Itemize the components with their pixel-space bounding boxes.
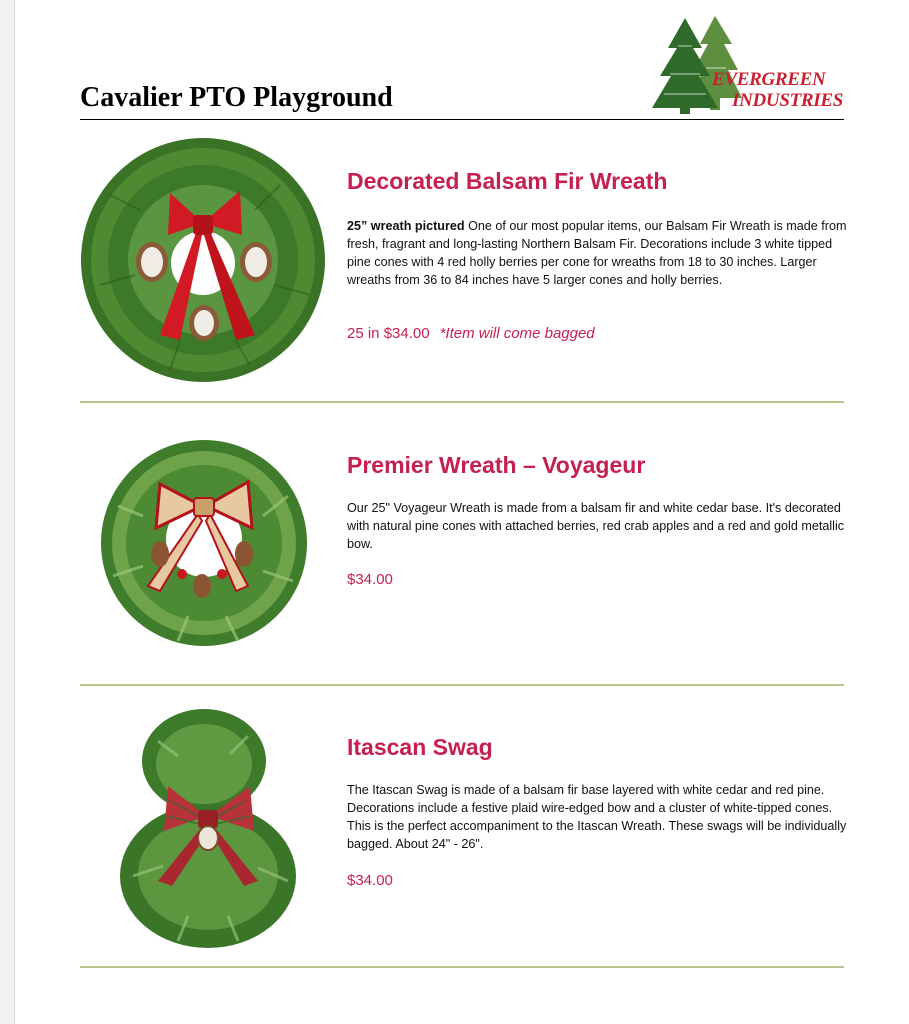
page-title: Cavalier PTO Playground bbox=[80, 82, 393, 113]
section-divider bbox=[80, 401, 844, 403]
product-note: *Item will come bagged bbox=[439, 325, 595, 342]
section-divider bbox=[80, 966, 844, 968]
product-description: Our 25" Voyageur Wreath is made from a balsam fir and white cedar base. It's decorated with natural pine cones with attached berries, red crab apples and a red and gold metallic bow. bbox=[347, 501, 845, 551]
balsam-wreath-red-bow bbox=[80, 135, 330, 385]
description-bold: 25” wreath pictured bbox=[347, 219, 465, 233]
price-line bbox=[347, 571, 393, 588]
price-line bbox=[347, 872, 393, 889]
page-left-margin bbox=[0, 0, 15, 1024]
product-name: Decorated Balsam Fir Wreath bbox=[347, 168, 668, 194]
price-line bbox=[347, 325, 595, 342]
product-decorated-balsam-fir-wreath bbox=[80, 130, 847, 405]
title-rule bbox=[80, 119, 844, 120]
product-price: $34.00 bbox=[347, 872, 393, 889]
product-name: Premier Wreath – Voyageur bbox=[347, 452, 646, 478]
product-itascan-swag bbox=[80, 700, 847, 970]
product-description: The Itascan Swag is made of a balsam fir base layered with white cedar and red pine. Decorations include a festive plaid wire-edged bow and a cluster of white-tipped cones. This is the perfect accompaniment to the Itascan Wreath. These swags will be individually bagged. About 24" - 26". bbox=[347, 783, 847, 851]
product-description bbox=[347, 217, 847, 289]
voyageur-wreath-gold-bow bbox=[98, 436, 310, 650]
product-name: Itascan Swag bbox=[347, 734, 493, 760]
description-text: One of our most popular items, our Balsam Fir Wreath is made from fresh, fragrant and long-lasting Northern Balsam Fir. Decorations include 3 white tipped pine cones with 4 red holly berries per cone for wreaths from 18 to 30 inches. Larger wreaths from 36 to 84 inches have 5 larger cones and holly berries. bbox=[347, 219, 847, 287]
product-premier-wreath-voyageur bbox=[80, 430, 844, 680]
section-divider bbox=[80, 684, 844, 686]
product-price: 25 in $34.00 bbox=[347, 325, 430, 342]
logo-line2: INDUSTRIES bbox=[732, 90, 844, 111]
logo-line1: EVERGREEN bbox=[712, 69, 826, 90]
itascan-swag-plaid-bow bbox=[118, 706, 298, 951]
product-price: $34.00 bbox=[347, 571, 393, 588]
